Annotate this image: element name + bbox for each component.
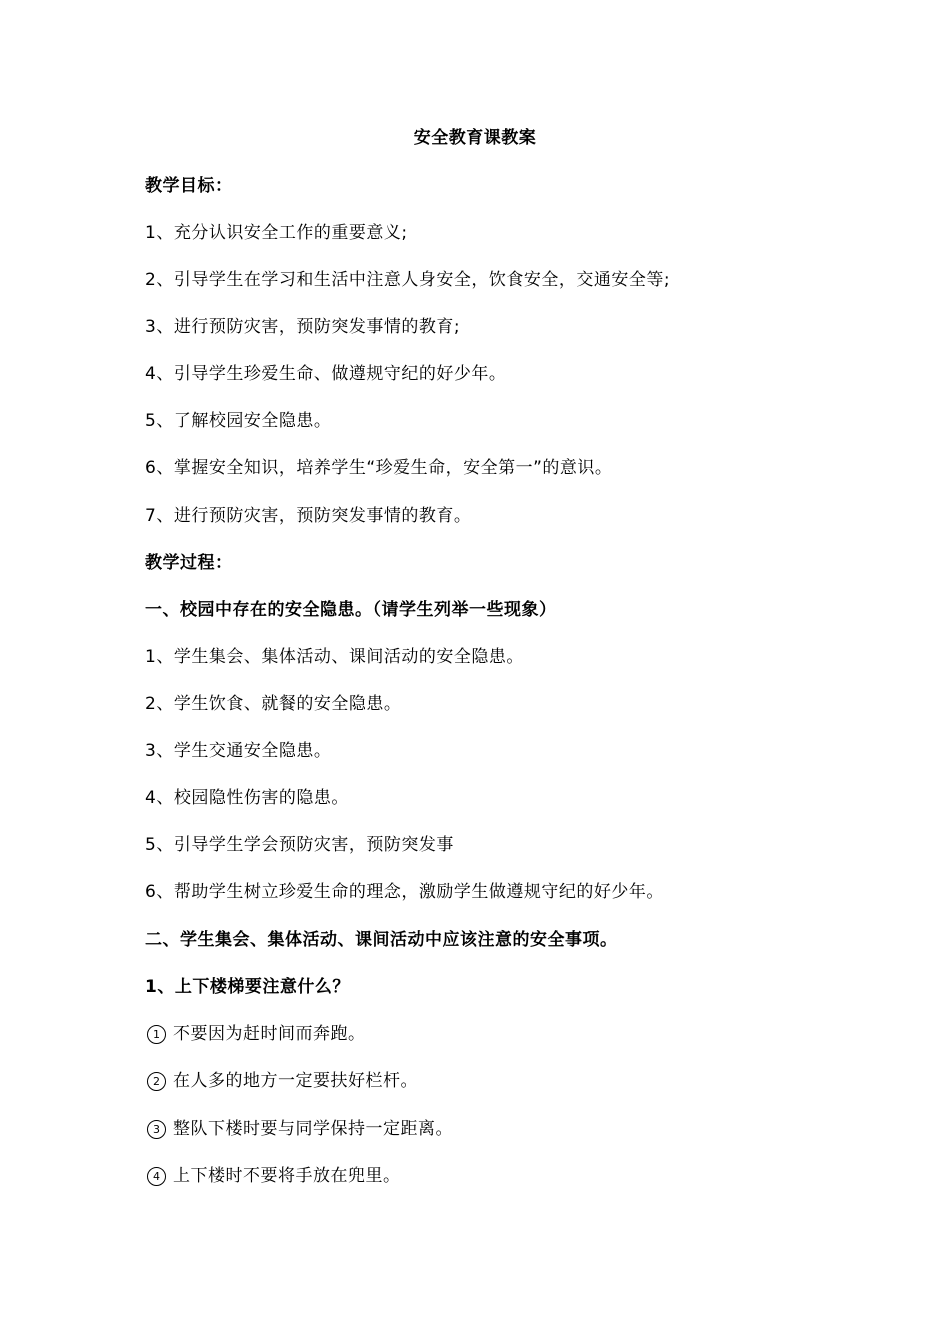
goal-item: 1、充分认识安全工作的重要意义; [145, 223, 408, 243]
goal-item: 5、了解校园安全隐患。 [145, 411, 332, 431]
goal-item: 6、掌握安全知识，培养学生“珍爱生命，安全第一”的意识。 [145, 458, 613, 478]
stairs-item-text: 整队下楼时要与同学保持一定距离。 [173, 1119, 453, 1139]
section1-item: 3、学生交通安全隐患。 [145, 741, 332, 761]
process-heading: 教学过程： [145, 553, 233, 573]
stairs-item [145, 1022, 366, 1046]
goal-item: 2、引导学生在学习和生活中注意人身安全，饮食安全，交通安全等; [145, 270, 671, 290]
stairs-item-text: 在人多的地方一定要扶好栏杆。 [173, 1071, 418, 1091]
section1-item: 1、学生集会、集体活动、课间活动的安全隐患。 [145, 647, 524, 667]
goal-item: 4、引导学生珍爱生命、做遵规守纪的好少年。 [145, 364, 507, 384]
circled-number-marker: 2 [147, 1072, 166, 1091]
circled-number-marker: 1 [147, 1025, 166, 1044]
section1-item: 4、校园隐性伤害的隐患。 [145, 788, 349, 808]
section2-sub-heading: 1、上下楼梯要注意什么？ [145, 977, 350, 997]
goals-heading: 教学目标： [145, 176, 233, 196]
circled-number-marker: 3 [147, 1120, 166, 1139]
section1-heading: 一、校园中存在的安全隐患。（请学生列举一些现象） [145, 600, 557, 620]
section2-heading: 二、学生集会、集体活动、课间活动中应该注意的安全事项。 [145, 930, 618, 950]
stairs-item-text: 不要因为赶时间而奔跑。 [173, 1024, 366, 1044]
section1-item: 2、学生饮食、就餐的安全隐患。 [145, 694, 402, 714]
goal-item: 7、进行预防灾害，预防突发事情的教育。 [145, 506, 472, 526]
section1-item: 5、引导学生学会预防灾害，预防突发事 [145, 835, 454, 855]
stairs-item [145, 1164, 401, 1188]
page-title: 安全教育课教案 [413, 128, 537, 148]
section1-item: 6、帮助学生树立珍爱生命的理念，激励学生做遵规守纪的好少年。 [145, 882, 664, 902]
stairs-item-text: 上下楼时不要将手放在兜里。 [173, 1166, 401, 1186]
circled-number-marker: 4 [147, 1167, 166, 1186]
goal-item: 3、进行预防灾害，预防突发事情的教育; [145, 317, 461, 337]
stairs-item [145, 1069, 418, 1093]
stairs-item [145, 1117, 453, 1141]
